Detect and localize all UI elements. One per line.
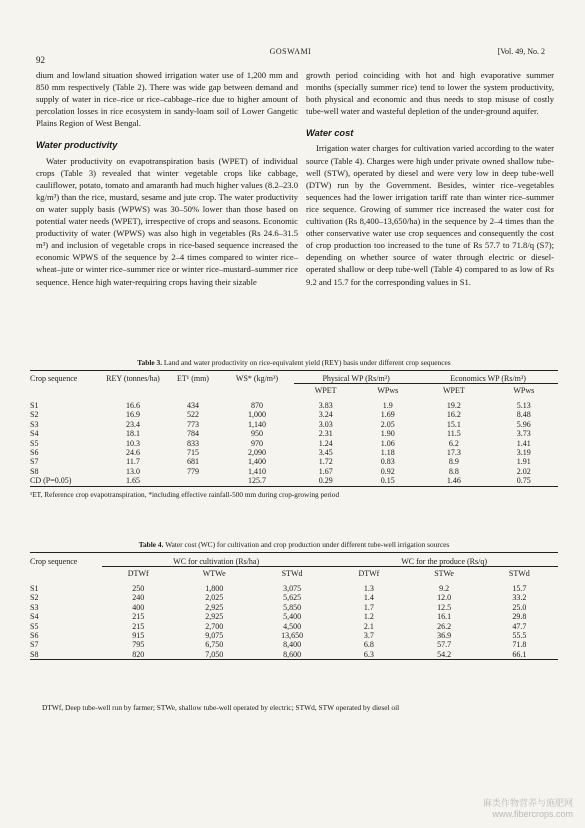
table-cell: 13,650: [281, 631, 304, 641]
table-cell: 950: [251, 429, 263, 439]
table-row: [30, 476, 558, 485]
table-3: [30, 358, 558, 499]
col-header-dtw: DTWf: [127, 569, 149, 578]
table-cell: 8.9: [448, 457, 459, 467]
table-cell: 681: [187, 457, 199, 467]
table-cell: 915: [132, 631, 145, 641]
col-header-wc-cultivation: WC for cultivation (Rs/ha): [102, 553, 330, 567]
table-label: Table 4.: [138, 540, 164, 549]
table-cell: 1.7: [363, 602, 374, 612]
col-header-wtw: WTWe: [202, 569, 226, 578]
table-cell: 8.48: [516, 410, 531, 420]
table-4-grid: [30, 553, 558, 659]
table-cell: 2,025: [205, 593, 224, 603]
table-cell: S5: [30, 438, 39, 448]
table-cell: 833: [187, 438, 199, 448]
table-cell: S3: [30, 602, 39, 612]
table-cell: 13.0: [126, 466, 140, 476]
table-cell: 1,140: [248, 419, 266, 429]
table-cell: S2: [30, 410, 39, 420]
table-cell: 784: [187, 429, 199, 439]
paragraph: dium and lowland situation showed irrigation water use of 1,200 mm and 850 mm respectively (Table 2). There was wide gap between demand and supply of water in rice–rice or rice–cabbage–rice due to higher amount of percolation losses in rice ecosystem in sandy-loam soil of Lower Gangetic Plains Region of West Bengal.: [36, 70, 298, 129]
col-header-stw-e: STWe: [434, 569, 454, 578]
table-label: Table 3.: [137, 358, 163, 367]
table-cell: 3.24: [318, 410, 333, 420]
table-cell: S8: [30, 649, 39, 659]
table-cell: 2,700: [205, 621, 224, 631]
table-row: [30, 397, 558, 410]
col-header-wpet: WPET: [442, 386, 465, 395]
table-cell: 1.90: [380, 429, 395, 439]
col-header-et: ET¹ (mm): [177, 374, 209, 383]
table-cell: S8: [30, 466, 39, 476]
table-cell: 25.0: [512, 602, 527, 612]
table-cell: 12.0: [437, 593, 452, 603]
table-cell: 1.3: [363, 584, 374, 593]
table-cell: 5,400: [283, 612, 302, 622]
col-header-ws: WS* (kg/m³): [235, 374, 279, 383]
table-cell: 26.2: [437, 621, 452, 631]
page-number: 92: [36, 55, 45, 65]
table-cell: 125.7: [248, 476, 266, 486]
table-cell: 54.2: [437, 649, 452, 659]
table-cell: 820: [132, 649, 145, 659]
table-cell: 23.4: [126, 419, 140, 429]
table-cell: 870: [251, 401, 263, 410]
col-header-economic-wp: Economics WP (Rs/m³): [418, 371, 558, 384]
table-cell: S4: [30, 429, 39, 439]
table-cell: 0.83: [380, 457, 395, 467]
table-cell: 3.83: [318, 401, 333, 410]
table-cell: 434: [187, 401, 199, 410]
col-header-wpws: WPws: [377, 386, 399, 395]
table-cell: 18.1: [126, 429, 140, 439]
table-cell: 2,090: [248, 448, 266, 458]
table-cell: 0.29: [318, 476, 333, 486]
col-header-wpws: WPws: [513, 386, 535, 395]
table-cell: 4,500: [283, 621, 302, 631]
table-footnote: ¹ET, Reference crop evapotranspiration, *including effective rainfall-500 mm during crop-growing period: [30, 489, 340, 499]
table-cell: [166, 476, 220, 485]
table-caption: [30, 358, 558, 367]
table-cell: 15.7: [512, 584, 527, 593]
table-row: [30, 420, 558, 429]
table-cell: 24.6: [126, 448, 140, 458]
table-caption-text: Land and water productivity on rice-equivalent yield (REY) basis under different crop sequences: [163, 358, 451, 367]
table-cell: 16.6: [126, 401, 140, 410]
table-cell: 5,625: [283, 593, 302, 603]
table-cell: 16.9: [126, 410, 140, 420]
table-cell: 1.4: [363, 593, 374, 603]
table-cell: 2.31: [318, 429, 333, 439]
paragraph: Water productivity on evapotranspiration basis (WPET) of individual crops (Table 3) revealed that winter vegetable crops like cabbage, cauliflower, potato, tomato and amaranth had much higher values (8.2–23.0 kg/m³) than the rice, mustard, sesame and jute crop. The water productivity on water supply basis (WPWS) was 30–50% lower than those based on potential water needs (WPET), irrespective of crops and seasons. Economic productivity of water (WPWS) was also high in vegetables (Rs 24.6–31.5 m³) and inclusion of vegetable crops in rice-based sequence increased the economic WPWS of the sequence by 2–4 times compared to winter rice–wheat–jute or winter rice–summer rice or winter rice–mustard–summer rice sequence. Hence high water-requiring crops having their sizable: [36, 155, 298, 287]
table-cell: 3.45: [318, 448, 333, 458]
table-cell: 1,410: [248, 466, 266, 476]
paragraph: growth period coinciding with hot and high evaporative summer months (specially summer rice) tend to lower the system productivity, both physical and economic and thus needs to stop misuse of costly tube-well water and wasteful depletion of the under-ground aquifer.: [306, 70, 554, 117]
table-cell: 1.69: [380, 410, 395, 420]
table-cell: 3.19: [516, 448, 531, 458]
col-header-stw-d: STWd: [281, 569, 303, 578]
col-header-wpet: WPET: [314, 386, 337, 395]
table-cell: 6.3: [363, 649, 374, 659]
table-cell: 9,075: [205, 631, 224, 641]
table-cell: S2: [30, 593, 39, 603]
table-cell: 8,400: [283, 640, 302, 650]
table-cell: 1.91: [516, 457, 531, 467]
table-cell: 9.2: [439, 584, 450, 593]
table-cell: 2,925: [205, 602, 224, 612]
table-row: [30, 603, 558, 612]
table-row: [30, 650, 558, 659]
table-cell: S7: [30, 457, 39, 467]
table-row: [30, 410, 558, 419]
table-cell: 57.7: [437, 640, 452, 650]
table-row: [30, 448, 558, 457]
table-row: [30, 439, 558, 448]
right-column: [306, 69, 554, 288]
table-3-grid: [30, 371, 558, 486]
watermark-line: www.fibercrops.com: [492, 809, 573, 819]
table-row: [30, 457, 558, 466]
watermark: [483, 798, 573, 820]
table-cell: 1.18: [380, 448, 395, 458]
paragraph: Irrigation water charges for cultivation varied according to the water source (Table 4). Charges were high under private owned shallow tube-well (STW), operated by diesel and were very low in deep tube-well (DTW) run by the Government. Besides, winter rice–vegetables sequences had the lower irrigation tariff rate than winter rice–summer rice sequence. Growing of summer rice increased the water cost for cultivation (Rs 8,400–13,650/ha) in the sequence by 2–4 times than the other conservative water use crop sequences and consequently the cost of crop production too increased to the tune of Rs 57.7 to 71.8/q (S7); depending on whether source of water through electric or diesel-operated shallow or deep tube-well (Table 4) compared to as low of Rs 9.2 and 15.7 for the corresponding values in S1.: [306, 143, 554, 287]
table-cell: 2.05: [380, 419, 395, 429]
table-cell: 715: [187, 448, 199, 458]
section-heading-water-productivity: Water productivity: [36, 140, 118, 151]
table-cell: 66.1: [512, 649, 527, 659]
table-cell: 795: [132, 640, 145, 650]
table-cell: 6.2: [448, 438, 459, 448]
table-cell: 8,600: [283, 649, 302, 659]
running-header: [36, 47, 545, 65]
table-cell: 522: [187, 410, 199, 420]
table-row: [30, 640, 558, 649]
table-cell: S4: [30, 612, 39, 622]
table-cell: 2.1: [363, 621, 374, 631]
table-cell: 1.72: [318, 457, 333, 467]
table-cell: 215: [132, 621, 145, 631]
col-header-crop: Crop sequence: [30, 374, 78, 383]
table-cell: 1.24: [318, 438, 333, 448]
table-cell: S7: [30, 640, 39, 650]
table-cell: 3.7: [363, 631, 374, 641]
col-header-rey: REY (tonnes/ha): [106, 374, 160, 383]
col-header-wc-produce: WC for the produce (Rs/q): [330, 553, 558, 567]
table-cell: 1.46: [446, 476, 461, 486]
table-cell: 1,400: [248, 457, 266, 467]
table-cell: 36.9: [437, 631, 452, 641]
col-header-dtw: DTWf: [358, 569, 380, 578]
table-cell: 240: [132, 593, 145, 603]
table-cell: 19.2: [446, 401, 461, 410]
table-cell: 1.2: [363, 612, 374, 622]
table-cell: 2,925: [205, 612, 224, 622]
volume-info: [Vol. 49, No. 2: [497, 47, 545, 56]
table-cell: S3: [30, 419, 39, 429]
left-column: [36, 69, 298, 288]
running-title: GOSWAMI: [269, 47, 312, 56]
table-caption-text: Water cost (WC) for cultivation and crop production under different tube-well irrigation sources: [165, 540, 450, 549]
col-header-stw-d: STWd: [508, 569, 530, 578]
table-cell: 11.5: [447, 429, 461, 439]
table-row: [30, 631, 558, 640]
table-cell: 6.8: [363, 640, 374, 650]
table-cell: 29.8: [512, 612, 527, 622]
table-cell: 779: [187, 466, 199, 476]
table-cell: 6,750: [205, 640, 224, 650]
table-row: [30, 467, 558, 476]
table-cell: 1.06: [380, 438, 395, 448]
table-cell: 7,050: [205, 649, 224, 659]
table-cell: S6: [30, 448, 39, 458]
table-4-body: [30, 580, 558, 659]
table-row: [30, 593, 558, 602]
table-cell: 5.96: [516, 419, 531, 429]
table-cell: 47.7: [512, 621, 527, 631]
table-cell: S1: [30, 584, 39, 593]
table-cell: 33.2: [512, 593, 527, 603]
table-cell: 215: [132, 612, 145, 622]
table-cell: 1.9: [382, 401, 393, 410]
table-cell: 0.15: [380, 476, 395, 486]
table-cell: 1,800: [205, 584, 224, 593]
table-cell: 17.3: [446, 448, 461, 458]
table-cell: 5.13: [516, 401, 531, 410]
table-cell: 3.73: [516, 429, 531, 439]
table-cell: 10.3: [126, 438, 140, 448]
table-row: [30, 429, 558, 438]
table-cell: 2.02: [516, 466, 531, 476]
table-cell: 773: [187, 419, 199, 429]
table-cell: 0.92: [380, 466, 395, 476]
table-cell: CD (P=0.05): [30, 476, 72, 486]
table-cell: 1.41: [516, 438, 531, 448]
table-row: [30, 612, 558, 621]
table-cell: 15.1: [446, 419, 461, 429]
table-cell: 55.5: [512, 631, 527, 641]
table-cell: S6: [30, 631, 39, 641]
table-3-body: [30, 397, 558, 486]
table-cell: 1.67: [318, 466, 333, 476]
table-cell: 12.5: [437, 602, 452, 612]
table-cell: 400: [132, 602, 145, 612]
col-header-crop: Crop sequence: [30, 557, 78, 566]
table-cell: S5: [30, 621, 39, 631]
table-cell: 3.03: [318, 419, 333, 429]
table-cell: 1.65: [126, 476, 140, 486]
table-4: [30, 540, 558, 660]
col-header-physical-wp: Physical WP (Rs/m³): [294, 371, 418, 384]
table-cell: 11.7: [126, 457, 140, 467]
table-caption: [30, 540, 558, 549]
table-cell: 5,850: [283, 602, 302, 612]
table-row: [30, 622, 558, 631]
table-cell: 3,075: [283, 584, 302, 593]
section-heading-water-cost: Water cost: [306, 128, 354, 139]
table-cell: 16.1: [437, 612, 452, 622]
table-cell: 71.8: [512, 640, 527, 650]
table-cell: 250: [132, 584, 145, 593]
table-cell: 970: [251, 438, 263, 448]
watermark-line: 麻类作物营养与施肥网: [482, 798, 573, 808]
table-cell: 0.75: [516, 476, 531, 486]
table-cell: S1: [30, 401, 39, 410]
table-cell: 8.8: [448, 466, 459, 476]
table-row: [30, 580, 558, 593]
table-cell: 16.2: [446, 410, 461, 420]
table-cell: 1,000: [248, 410, 266, 420]
table-footnote: DTWf, Deep tube-well run by farmer; STWe, shallow tube-well operated by electric; STWd, STW operated by diesel oil: [42, 703, 400, 712]
